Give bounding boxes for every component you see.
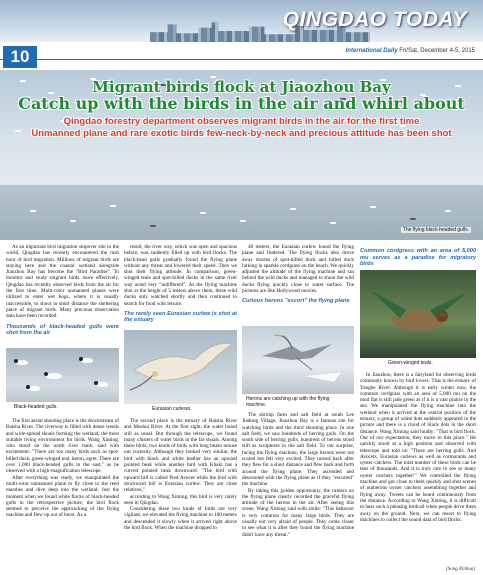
article-column-1b: [6, 418, 119, 519]
paragraph: result, the river way, which was open and spacious before, was suddenly filled up with bird flocks. The black-head gulls gradually found the flying plane without any threat and lowered their speed. Then we shot their flying attitude. In comparison, green-winged teals and spot-billed ducks in the same river way acted very "indifferent". As the flying machine shot at the height of 5 meters above them, these wild ducks only watched shortly and then continued to search for food with leisure.: [124, 244, 237, 307]
subhead-herons: Curious herons "escort" the flying plane: [242, 298, 350, 305]
photo-herons: [242, 326, 354, 394]
paragraph: The shrimp farm and salt field at south Lee Jiadong Village, Jiaozhou Bay is a famous site for watching birds and the third shooting place. In one salt field, we saw hundreds of herring gulls. On the south side of herring gulls, hundreds of herons stood still as sculptures in the salt field. To our surprise, facing the flying machine, the large herons were not scared but felt very excited. They turned back after they flew for a short distance and flew back and forth around the flying plane. They ascended and descended with the flying plane as if they "escorted" the machine.: [242, 412, 354, 488]
article-column-2b: [124, 418, 237, 531]
page-number: 10: [3, 46, 37, 68]
subhead-curlew: The rarely seen Eurasian curlew is shot at the estuary: [124, 310, 237, 324]
heron-illustration: [242, 326, 354, 394]
subhead-cordgrass: Common cordgrass with an area of 5,000 mu serves as a paradise for migratory birds: [360, 248, 476, 267]
caption-herons: Herons are catching up with the flying machine.: [246, 396, 330, 408]
section-name: International Daily: [345, 48, 398, 54]
article-column-2: [124, 244, 237, 327]
paragraph: In Jiaozhou, there is a fairyland for observing birds commonly known by bird lovers. That is the estuary of Yanghe River. Although it is early winter now, the common cordgrass with an area of 5,000 mu on the mud flat is still jade green as if it is a vast prairie in the sea. We manipulated the flying machine into the wetland when it arrived at the central position of the estuary, a group of white dots suddenly appeared in the picture and there is a cloud of black dots in the short distance. Wang Ximing said loudly: "That is bird flock. Out of our expectation, they move to this place." He quickly stood at a high position and observed with telescope and told us: "There are herring gulls. And Avocets, Eurasian curlews as well as cormorants and oyster catchers. The total number of these birds can be tens of thousands. And it is truly rare to see so many oyster catchers together!" We controlled the flying machine and got close to them quickly and shot scenes of numerous oyster catchers assembling together and flying away. Tweets can be heard continuously from the distance. According to Wang Ximing, it is difficult to hear such a pleasing birdcall when people drive them away on the ground. Next, we can resort to flying machines to collect the sound data of bird flocks.: [360, 372, 476, 523]
article-column-1: [6, 244, 119, 340]
headline-main-2: Catch up with the birds in the air and whirl about: [18, 94, 465, 113]
article-column-3b: [242, 412, 354, 538]
subhead-gulls: Thousands of black-headed gulls were shot from the air: [6, 323, 119, 337]
caption-gulls: Black-headed gulls.: [14, 404, 58, 410]
paragraph: As an important bird migration stopover site in the world, Qingdao has recently encountered the rush hour of bird migration. Millions of migrant birds are staying here and the coastal wetland alongside Jiaozhou Bay has become the "Bird Paradise". To monitor and study migrant birds more effectively, Qingdao has recently observed birds from the air for the first time. Multi-rotor unmanned planes were utilized to enter wet bogs, where it is usually inaccessible, to shoot in short distance the sheltering place of migrant birds. Many precious observation data have been recorded.: [6, 244, 119, 320]
dateline: [346, 48, 475, 54]
photo-eurasian-curlews: [124, 330, 237, 404]
caption-teals: Green-winged teals.: [388, 360, 433, 366]
paper-title: QINGDAO TODAY: [282, 8, 467, 31]
article-column-3: [242, 244, 354, 308]
paragraph: The second place is the estuary of Baisha River and Moshui River. At the first sight, the water board still as usual. But through the telescope, we found many clusters of water birds in the far shoals. Among these birds, two kinds of birds with long beaks arouse our curiosity. Although they looked very similar, the bird with black and white leather has an upward pointed beak while another bird with Khaki has a curved pointed beak downward. "The bird with upward bill is called Pied Avocet while the bird with downward bill is Eurasian curlew. They are close relatives,": [124, 418, 237, 494]
article-column-4b: [360, 372, 476, 523]
headline-main-1: Migrant birds flock at Jiaozhou Bay: [92, 78, 391, 96]
subheadline-1: Qingdao forestry department observes migrant birds in the air for the first time: [63, 116, 420, 127]
paragraph: After everything was ready, we manipulated the multi-rotor unmanned plane to fly close to the reed marshes and dive deep into the wetland. Just the moment when we found white flocks of black-headed gulls in the retrospective picture, the bird flock seemed to perceive the approaching of the flying machine and flew up out of burst. As a: [6, 474, 119, 519]
photo-green-winged-teals: [360, 270, 476, 358]
paragraph: according to Wang Ximing, this bird is very rarely seen in Qingdao.: [124, 493, 237, 506]
teal-illustration: [360, 270, 476, 358]
caption-curlews: Eurasian curlews.: [152, 406, 192, 412]
paragraph: 40 meters, the Eurasian curlew found the flying plane and fluttered. The flying flocks also drove away dozens of spot-billed duck and tufted duck lurking in sparkle cordgrass on the beach. We quickly adjusted the altitude of the flying machine and ran behind the wild ducks and managed to shoot the wild ducks flying quickly close to water surface. The pictures are like Hollywood movies.: [242, 244, 354, 295]
paragraph: The first aerial shooting place is the downstream of Baisha River. The riverway is filled with dense weeds and wide-spread shoals forming the wetland, the most suitable living environment for birds. Wang Ximing, who stood on the north river bank, said with excitement: "There are too many birds such as spot-billed duck, green-winged teal, heron, egret. There are over 1,000 black-headed gulls in the east," as he observed with a high-magnification telescope.: [6, 418, 119, 475]
subheadline-2: Unmanned plane and rare exotic birds few-neck-by-neck and precious attitude has been shot: [31, 128, 452, 139]
masthead-banner: [0, 0, 483, 42]
byline: (Song Xinhua): [445, 567, 475, 572]
photo-black-headed-gulls: [6, 348, 119, 402]
paragraph: Considering these two kinds of birds are very vigilant, we elevated the flying machine to 100 meters and descended it slowly when it arrived right above the bird flock. When the machine dropped to: [124, 506, 237, 532]
issue-date: Fri/Sat, December 4-5, 2015: [399, 48, 475, 54]
article-column-4: [360, 244, 476, 271]
hero-caption: The flying black-headed gulls.: [402, 227, 469, 233]
paragraph: By taking this golden opportunity, the camera on the flying plane clearly recorded the graceful flying attitude of the herons in the air. After seeing this scene, Wang Ximing said with smile: "This behavior is very common for many large birds. They are usually not very afraid of people. They come closer to see what it is after they found the flying machine didn't have any threat.": [242, 487, 354, 538]
curlew-illustration: [124, 330, 237, 404]
